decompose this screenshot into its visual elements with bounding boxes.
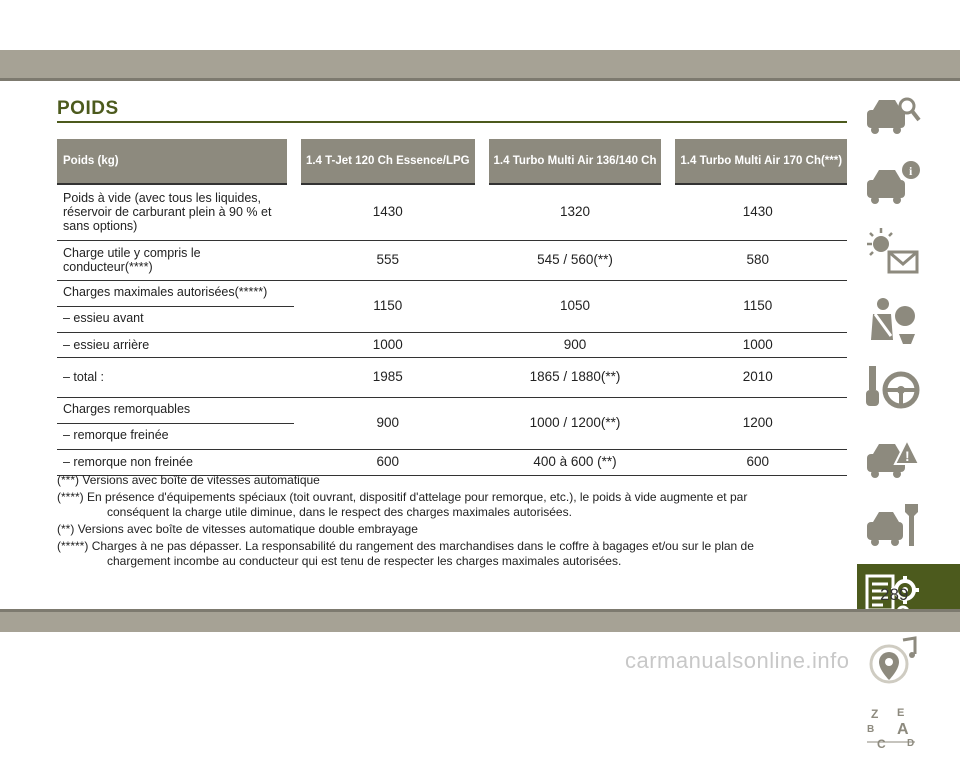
footnote: (*****) Charges à ne pas dépasser. La responsabilité du rangement des marchandises dans le coffre à bagages et/ou sur le plan de chargement incombe au conducteur qui est tenu de respecter les charges maximales autorisées. (57, 539, 754, 568)
weights-table (57, 139, 847, 476)
row-label-main: Charges remorquables (57, 398, 294, 424)
row-label (57, 397, 294, 449)
cell-value: 600 (294, 449, 482, 475)
svg-text:Z: Z (871, 707, 879, 721)
page-title: POIDS (57, 98, 119, 119)
top-band (0, 50, 960, 78)
table-row (57, 184, 847, 240)
cell-value: 545 / 560(**) (482, 240, 669, 280)
index-icon (863, 702, 923, 758)
car-info-icon (863, 158, 923, 214)
cell-value: 600 (668, 449, 847, 475)
seatbelt-airbag-icon (863, 294, 923, 350)
row-label-sub: – essieu avant (63, 310, 144, 325)
tab-starting-driving[interactable] (857, 360, 960, 422)
tab-safety[interactable] (857, 292, 960, 354)
tab-car-search[interactable] (857, 88, 960, 150)
car-search-icon (863, 90, 923, 146)
bottom-band (0, 612, 960, 632)
svg-text:E: E (897, 707, 905, 719)
row-label: – remorque non freinée (57, 449, 294, 475)
cell-value: 1430 (668, 184, 847, 240)
tab-multimedia[interactable] (857, 632, 960, 694)
cell-value: 1150 (294, 280, 482, 332)
footnotes (57, 473, 852, 571)
warning-light-envelope-icon (863, 226, 923, 282)
row-label-main: Charges maximales autorisées(*****) (57, 281, 294, 307)
row-label: – essieu arrière (57, 332, 294, 357)
table-row (57, 397, 847, 449)
tab-emergency[interactable] (857, 428, 960, 490)
svg-text:i: i (909, 164, 913, 178)
cell-value: 1320 (482, 184, 669, 240)
table-row (57, 280, 847, 332)
row-label (57, 280, 294, 332)
cell-value: 2010 (668, 357, 847, 397)
cell-value: 1985 (294, 357, 482, 397)
page-number: 289 (880, 585, 909, 604)
cell-value: 1865 / 1880(**) (482, 357, 669, 397)
cell-value: 1150 (668, 280, 847, 332)
header-cell: Poids (kg) (57, 139, 294, 184)
multimedia-icon (863, 634, 923, 690)
car-wrench-icon (863, 498, 923, 554)
row-label: – total : (57, 357, 294, 397)
steering-wheel-icon (863, 362, 923, 418)
cell-value: 1050 (482, 280, 669, 332)
header-cell: 1.4 Turbo Multi Air 136/140 Ch (482, 139, 669, 184)
cell-value: 1000 (294, 332, 482, 357)
cell-value: 900 (482, 332, 669, 357)
top-band-line (0, 78, 960, 81)
table-row (57, 449, 847, 475)
chapter-sidebar (857, 88, 960, 768)
svg-text:A: A (897, 721, 909, 738)
header-cell: 1.4 Turbo Multi Air 170 Ch(***) (668, 139, 847, 184)
tab-servicing[interactable] (857, 496, 960, 558)
car-breakdown-icon (863, 430, 923, 486)
tab-car-info[interactable] (857, 156, 960, 218)
svg-text:B: B (867, 724, 875, 735)
table-header-row (57, 139, 847, 184)
svg-text:D: D (907, 738, 915, 749)
tab-warning-lights[interactable] (857, 224, 960, 286)
svg-text:C: C (877, 737, 886, 751)
table-row (57, 332, 847, 357)
cell-value: 900 (294, 397, 482, 449)
cell-value: 1000 (668, 332, 847, 357)
title-rule (57, 121, 847, 123)
footnote: (****) En présence d'équipements spéciaux (toit ouvrant, dispositif d'attelage pour remorque, etc.), le poids à vide augmente et par conséquent la charge utile diminue, dans le respect des charges maximales autorisées. (57, 490, 748, 519)
cell-value: 1000 / 1200(**) (482, 397, 669, 449)
footnote: (**) Versions avec boîte de vitesses automatique double embrayage (57, 522, 418, 536)
tab-index[interactable] (857, 700, 960, 762)
table-row (57, 240, 847, 280)
header-cell: 1.4 T-Jet 120 Ch Essence/LPG (294, 139, 482, 184)
footnote: (***) Versions avec boîte de vitesses automatique (57, 473, 320, 487)
svg-text:!: ! (905, 448, 910, 464)
cell-value: 1430 (294, 184, 482, 240)
watermark-text: carmanualsonline.info (625, 648, 850, 673)
row-label: Charge utile y compris le conducteur(****) (57, 240, 294, 280)
cell-value: 580 (668, 240, 847, 280)
table-row (57, 357, 847, 397)
row-label-sub: – remorque freinée (63, 427, 169, 442)
cell-value: 400 à 600 (**) (482, 449, 669, 475)
cell-value: 555 (294, 240, 482, 280)
row-label: Poids à vide (avec tous les liquides, réservoir de carburant plein à 90 % et sans options) (57, 184, 294, 240)
cell-value: 1200 (668, 397, 847, 449)
